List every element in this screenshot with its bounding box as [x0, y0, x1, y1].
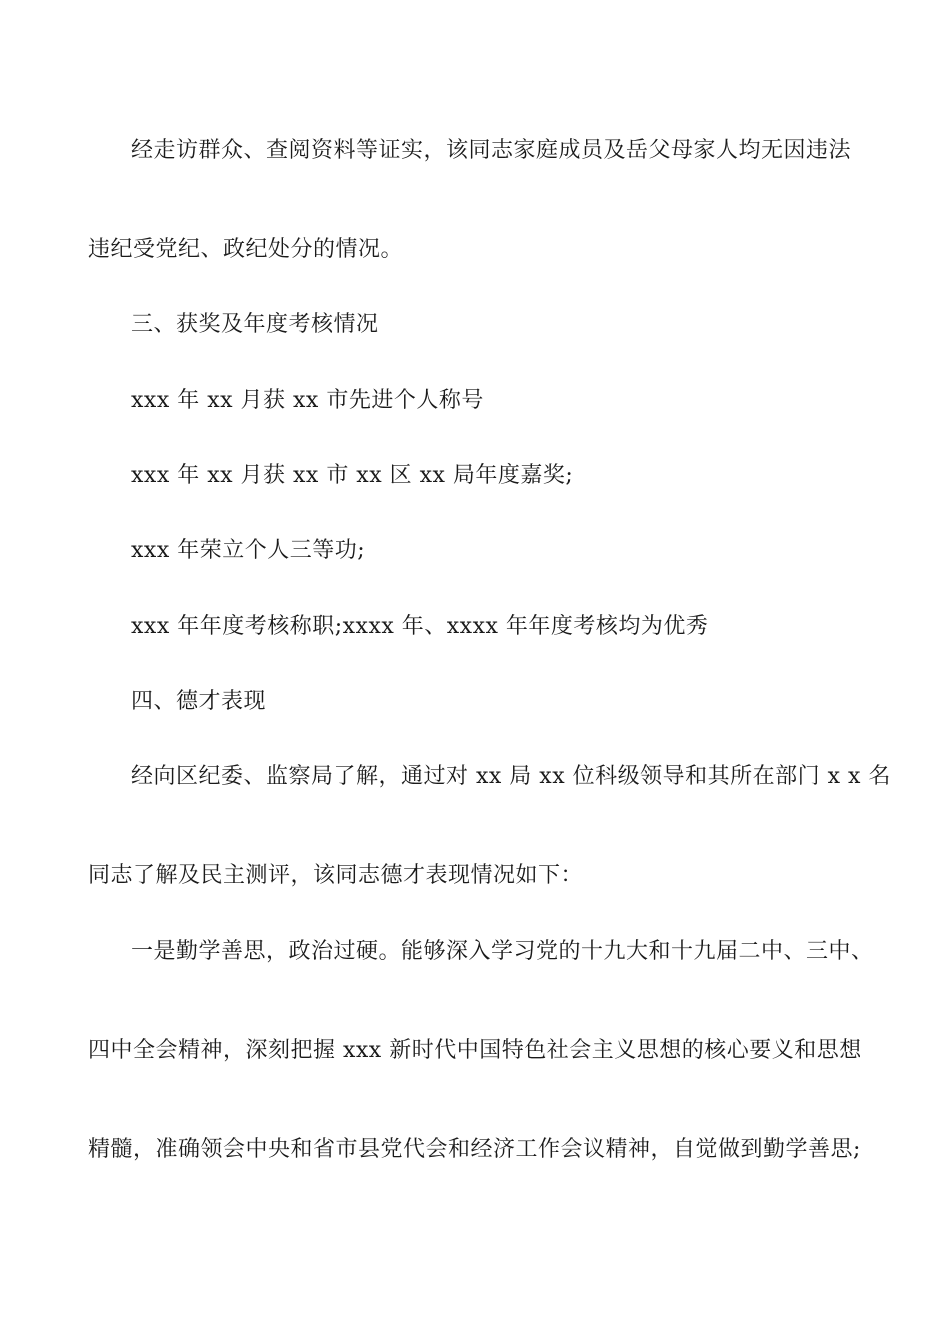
paragraph-line: 四中全会精神，深刻把握 xxx 新时代中国特色社会主义思想的核心要义和思想	[88, 1038, 862, 1063]
paragraph-line: 经走访群众、查阅资料等证实，该同志家庭成员及岳父母家人均无因违法	[131, 138, 852, 163]
list-item: xxx 年 xx 月获 xx 市先进个人称号	[131, 388, 484, 413]
paragraph-line: 同志了解及民主测评，该同志德才表现情况如下：	[88, 863, 584, 888]
paragraph-line: 经向区纪委、监察局了解，通过对 xx 局 xx 位科级领导和其所在部门 x x 名	[131, 764, 891, 789]
section-heading: 三、获奖及年度考核情况	[131, 312, 379, 337]
paragraph-line: 精髓，准确领会中央和省市县党代会和经济工作会议精神，自觉做到勤学善思;	[88, 1137, 861, 1162]
list-item: xxx 年 xx 月获 xx 市 xx 区 xx 局年度嘉奖;	[131, 463, 574, 488]
paragraph-line: 一是勤学善思，政治过硬。能够深入学习党的十九大和十九届二中、三中、	[131, 939, 874, 964]
paragraph-line: 违纪受党纪、政纪处分的情况。	[88, 237, 404, 262]
list-item: xxx 年年度考核称职;xxxx 年、xxxx 年年度考核均为优秀	[131, 614, 709, 639]
section-heading: 四、德才表现	[131, 689, 267, 714]
list-item: xxx 年荣立个人三等功;	[131, 538, 366, 563]
